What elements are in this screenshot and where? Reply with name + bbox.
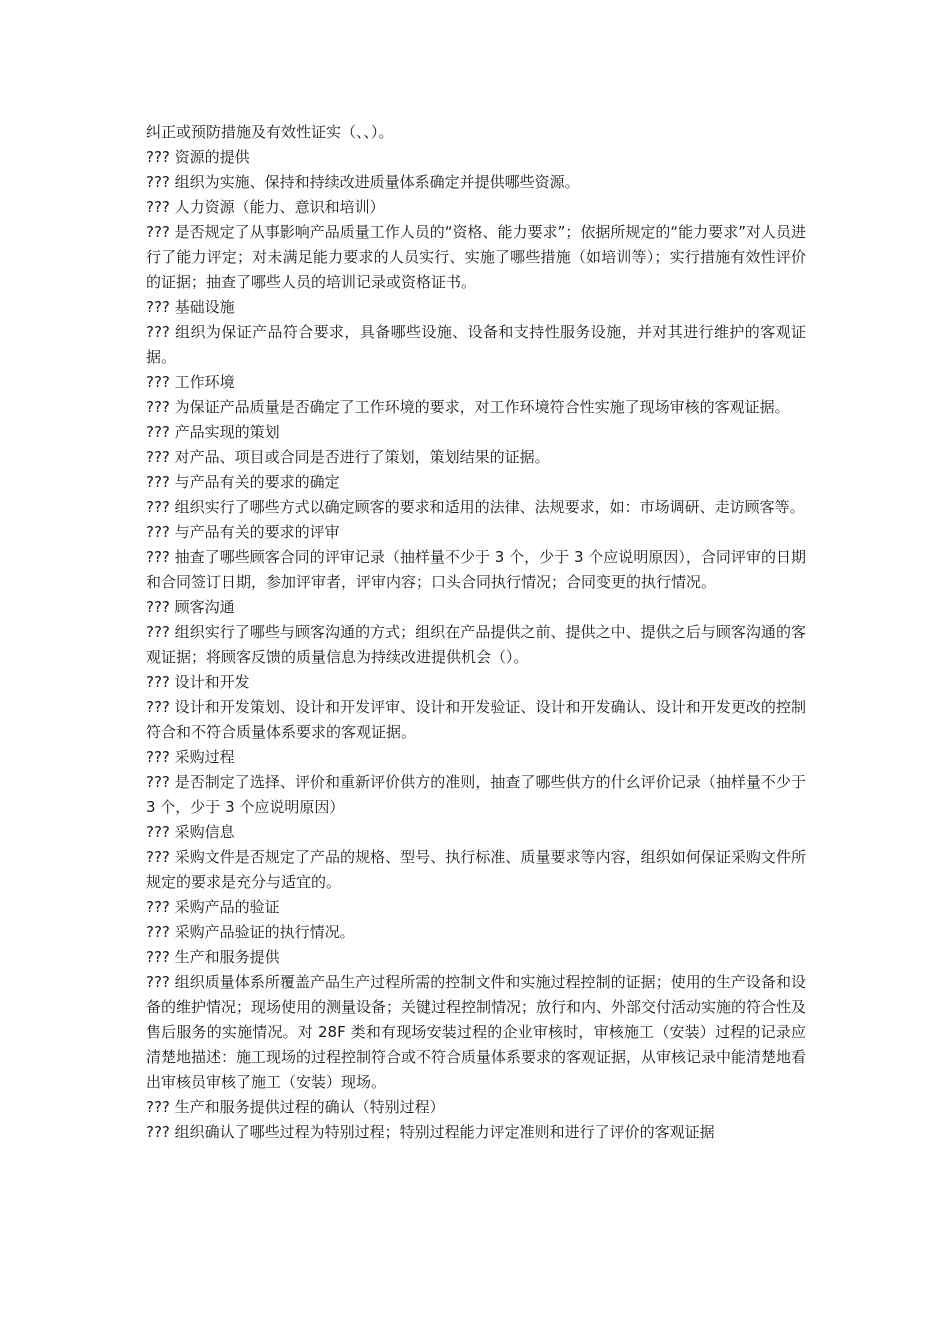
paragraph: ??? 为保证产品质量是否确定了工作环境的要求，对工作环境符合性实施了现场审核的客观证据。 — [146, 398, 790, 416]
paragraph: ??? 组织为保证产品符合要求，具备哪些设施、设备和支持性服务设施，并对其进行维护的客观证据。 — [146, 323, 806, 366]
section-heading: ??? 生产和服务提供 — [146, 948, 280, 966]
paragraph: ??? 组织确认了哪些过程为特别过程；特别过程能力评定准则和进行了评价的客观证据 — [146, 1123, 715, 1141]
paragraph: ??? 组织为实施、保持和持续改进质量体系确定并提供哪些资源。 — [146, 173, 580, 191]
section-heading: ??? 人力资源（能力、意识和培训） — [146, 198, 385, 216]
paragraph: ??? 组织实行了哪些与顾客沟通的方式；组织在产品提供之前、提供之中、提供之后与顾客沟通的客观证据；将顾客反馈的质量信息为持续改进提供机会（）。 — [146, 623, 806, 666]
paragraph: ??? 采购文件是否规定了产品的规格、型号、执行标准、质量要求等内容，组织如何保证采购文件所规定的要求是充分与适宜的。 — [146, 848, 806, 891]
section-heading: ??? 与产品有关的要求的确定 — [146, 473, 340, 491]
section-heading: ??? 与产品有关的要求的评审 — [146, 523, 340, 541]
document-body — [146, 120, 806, 1145]
paragraph: ??? 组织实行了哪些方式以确定顾客的要求和适用的法律、法规要求，如：市场调研、走访顾客等。 — [146, 498, 805, 516]
paragraph: ??? 是否规定了从事影响产品质量工作人员的“资格、能力要求”；依据所规定的“能力要求”对人员进行了能力评定；对未满足能力要求的人员实行、实施了哪些措施（如培训等）；实行措施有效性评价的证据；抽查了哪些人员的培训记录或资格证书。 — [146, 223, 806, 291]
section-heading: ??? 资源的提供 — [146, 148, 250, 166]
paragraph: ??? 抽查了哪些顾客合同的评审记录（抽样量不少于 3 个，少于 3 个应说明原因），合同评审的日期和合同签订日期，参加评审者，评审内容；口头合同执行情况；合同变更的执行情况。 — [146, 548, 806, 591]
paragraph: ??? 对产品、项目或合同是否进行了策划，策划结果的证据。 — [146, 448, 550, 466]
section-heading: ??? 采购信息 — [146, 823, 235, 841]
paragraph: ??? 是否制定了选择、评价和重新评价供方的准则，抽查了哪些供方的什幺评价记录（抽样量不少于 3 个，少于 3 个应说明原因） — [146, 773, 806, 816]
section-heading: ??? 采购产品的验证 — [146, 898, 280, 916]
section-heading: ??? 设计和开发 — [146, 673, 250, 691]
section-heading: ??? 生产和服务提供过程的确认（特别过程） — [146, 1098, 445, 1116]
paragraph: ??? 组织质量体系所覆盖产品生产过程所需的控制文件和实施过程控制的证据；使用的生产设备和设备的维护情况；现场使用的测量设备；关键过程控制情况；放行和内、外部交付活动实施的符合性及售后服务的实施情况。对 28F 类和有现场安装过程的企业审核时，审核施工（安装）过程的记录应清楚地描述：施工现场的过程控制符合或不符合质量体系要求的客观证据，从审核记录中能清楚地看出审核员审核了施工（安装）现场。 — [146, 973, 807, 1091]
section-heading: ??? 顾客沟通 — [146, 598, 235, 616]
paragraph: 纠正或预防措施及有效性证实（、、）。 — [146, 123, 394, 141]
section-heading: ??? 基础设施 — [146, 298, 235, 316]
paragraph: ??? 设计和开发策划、设计和开发评审、设计和开发验证、设计和开发确认、设计和开发更改的控制符合和不符合质量体系要求的客观证据。 — [146, 698, 806, 741]
section-heading: ??? 采购过程 — [146, 748, 235, 766]
paragraph: ??? 采购产品验证的执行情况。 — [146, 923, 355, 941]
section-heading: ??? 工作环境 — [146, 373, 235, 391]
section-heading: ??? 产品实现的策划 — [146, 423, 280, 441]
